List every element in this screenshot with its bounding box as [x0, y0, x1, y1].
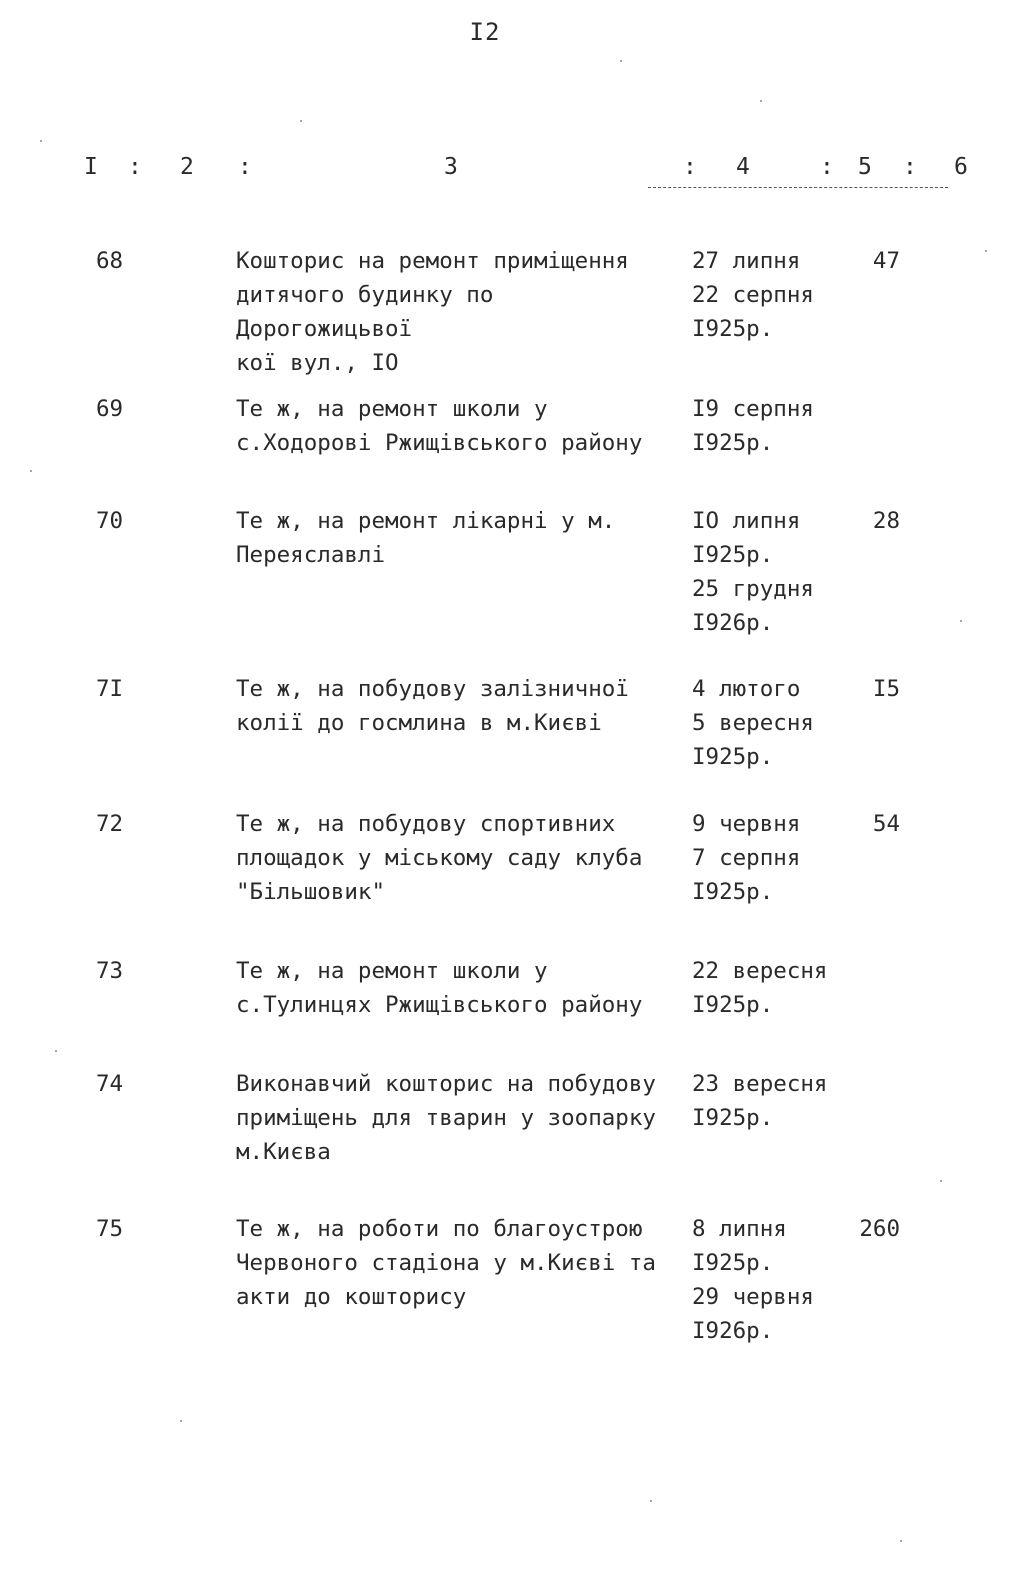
scan-speck	[650, 1500, 652, 1502]
column-separator: :	[903, 154, 917, 180]
entry-sheets: 54	[872, 811, 900, 837]
entry-dates: 8 липня I925р. 29 червня I926р.	[692, 1216, 814, 1344]
column-header-5: 5	[858, 154, 872, 180]
scan-speck	[900, 1540, 902, 1542]
entry-dates: IO липня I925р. 25 грудня I926р.	[692, 508, 814, 636]
entry-number: 74	[96, 1071, 124, 1097]
entry-number: 69	[96, 396, 124, 422]
page-number: I2	[469, 18, 501, 46]
column-separator: :	[683, 154, 697, 180]
entry-title: Те ж, на побудову спортивних площадок у міському саду клуба "Більшовик"	[236, 811, 643, 905]
scan-speck	[55, 1050, 57, 1052]
scan-speck	[40, 140, 42, 142]
scan-speck	[985, 250, 987, 252]
column-separator: :	[820, 154, 834, 180]
entry-dates: 23 вересня I925р.	[692, 1071, 828, 1131]
entry-title: Те ж, на побудову залізничної колії до госмлина в м.Києві	[236, 676, 629, 736]
entry-title: Виконавчий кошторис на побудову приміщень для тварин у зоопарку м.Києва	[236, 1071, 656, 1165]
entry-number: 68	[96, 248, 124, 274]
entry-sheets: 28	[872, 508, 900, 534]
column-header-row	[0, 150, 1024, 186]
scan-speck	[180, 1420, 182, 1422]
entry-number: 75	[96, 1216, 124, 1242]
entry-number: 7I	[96, 676, 124, 702]
entry-title: Те ж, на роботи по благоустрою Червоного стадіона у м.Києві та акти до кошторису	[236, 1216, 656, 1310]
scan-speck	[960, 620, 962, 622]
entry-dates: 27 липня 22 серпня I925р.	[692, 248, 814, 342]
column-separator: :	[238, 154, 252, 180]
entry-sheets: I5	[872, 676, 900, 702]
entry-title: Те ж, на ремонт лікарні у м. Переяславлі	[236, 508, 616, 568]
scan-speck	[620, 60, 622, 62]
entry-dates: 22 вересня I925р.	[692, 958, 828, 1018]
column-header-1: I	[84, 154, 98, 180]
scan-speck	[300, 120, 302, 122]
entry-sheets: 260	[859, 1216, 900, 1242]
entry-dates: 4 лютого 5 вересня I925р.	[692, 676, 814, 770]
entry-number: 72	[96, 811, 124, 837]
entry-number: 70	[96, 508, 124, 534]
entry-dates: 9 червня 7 серпня I925р.	[692, 811, 801, 905]
scan-speck	[940, 1180, 942, 1182]
header-underline	[648, 187, 948, 188]
entry-title: Кошторис на ремонт приміщення дитячого будинку по Дорогожицьвої кої вул., IO	[236, 248, 629, 376]
entry-sheets: 47	[872, 248, 900, 274]
scan-speck	[760, 100, 762, 102]
column-header-6: 6	[954, 154, 968, 180]
entry-title: Те ж, на ремонт школи у с.Ходорові Ржищівського району	[236, 396, 643, 456]
scan-speck	[30, 470, 32, 472]
entry-number: 73	[96, 958, 124, 984]
column-separator: :	[128, 154, 142, 180]
column-header-2: 2	[180, 154, 194, 180]
column-header-4: 4	[736, 154, 750, 180]
column-header-3: 3	[444, 154, 458, 180]
entry-title: Те ж, на ремонт школи у с.Тулинцях Ржищівського району	[236, 958, 643, 1018]
entry-dates: I9 серпня I925р.	[692, 396, 814, 456]
